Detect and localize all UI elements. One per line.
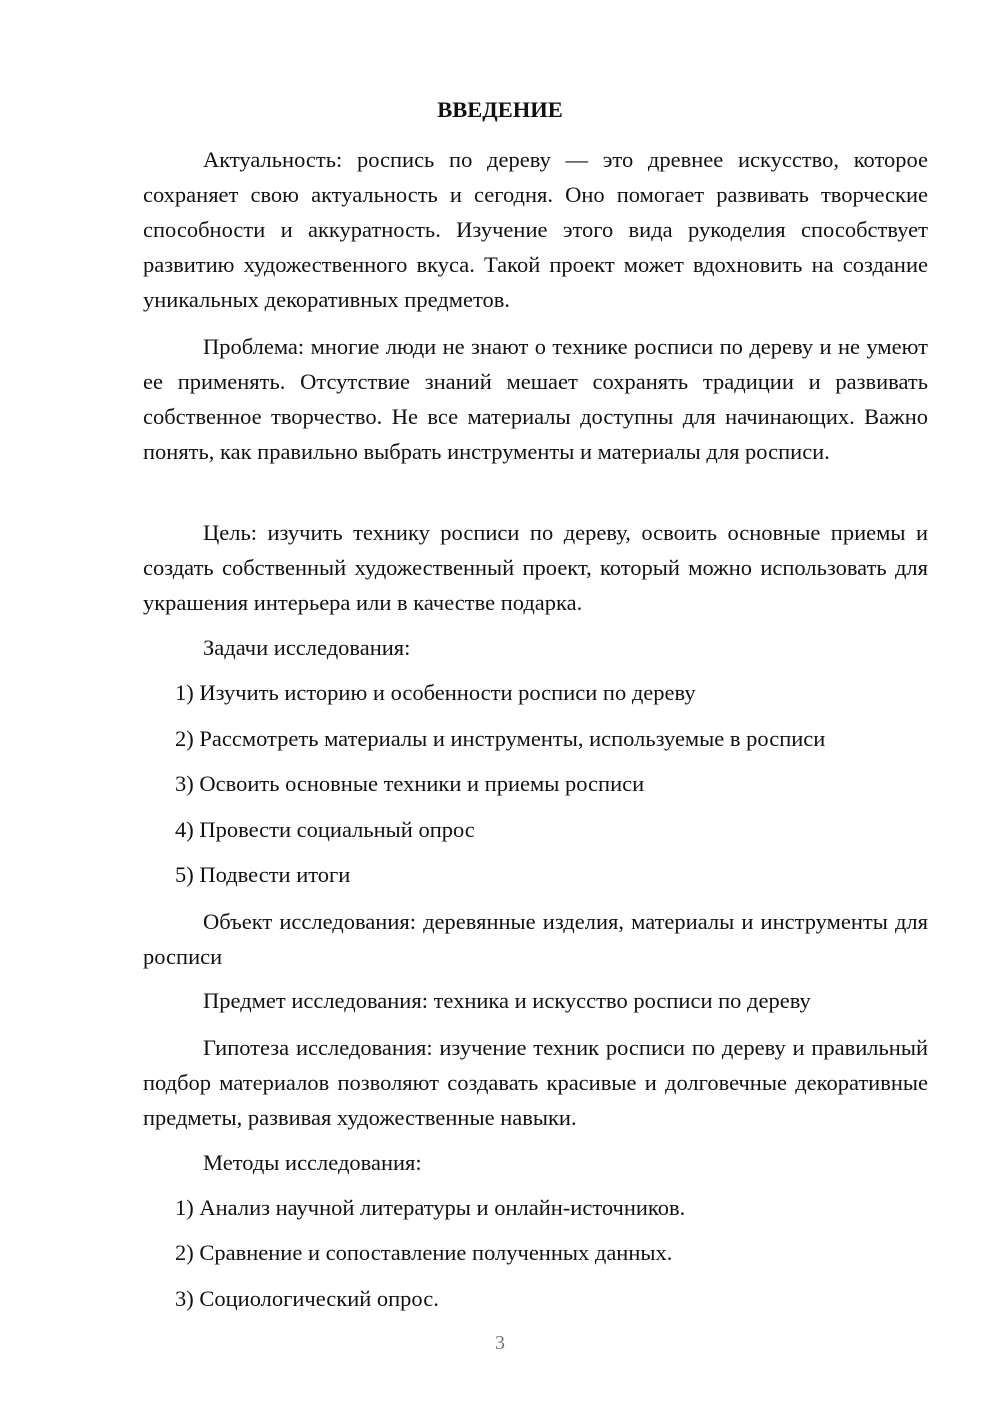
methods-heading: Методы исследования: [203, 1150, 422, 1175]
task-item: 2) Рассмотреть материалы и инструменты, используемые в росписи [175, 726, 826, 751]
problem-paragraph: Проблема: многие люди не знают о технике росписи по дереву и не умеют ее применять. Отсутствие знаний мешает сохранять традиции и развивать собственное творчество. Не все материалы доступны для начинающих. Важно понять, как правильно выбрать инструменты и материалы для росписи. [143, 334, 928, 464]
subject-paragraph: Предмет исследования: техника и искусство росписи по дереву [203, 988, 811, 1013]
page-number: 3 [495, 1332, 505, 1354]
task-item: 4) Провести социальный опрос [175, 817, 475, 842]
task-item: 3) Освоить основные техники и приемы росписи [175, 771, 645, 796]
object-paragraph: Объект исследования: деревянные изделия, материалы и инструменты для росписи [143, 909, 928, 969]
task-item: 5) Подвести итоги [175, 862, 351, 887]
page-title: ВВЕДЕНИЕ [437, 97, 563, 122]
goal-paragraph: Цель: изучить технику росписи по дереву, освоить основные приемы и создать собственный художественный проект, который можно использовать для украшения интерьера или в качестве подарка. [143, 520, 928, 615]
hypothesis-paragraph: Гипотеза исследования: изучение техник росписи по дереву и правильный подбор материалов позволяют создавать красивые и долговечные декоративные предметы, развивая художественные навыки. [143, 1035, 928, 1130]
tasks-heading: Задачи исследования: [203, 635, 411, 660]
method-item: 3) Социологический опрос. [175, 1286, 439, 1311]
relevance-paragraph: Актуальность: роспись по дереву — это древнее искусство, которое сохраняет свою актуальность и сегодня. Оно помогает развивать творческие способности и аккуратность. Изучение этого вида рукоделия способствует развитию художественного вкуса. Такой проект может вдохновить на создание уникальных декоративных предметов. [143, 147, 928, 312]
method-item: 1) Анализ научной литературы и онлайн-источников. [175, 1195, 686, 1220]
method-item: 2) Сравнение и сопоставление полученных данных. [175, 1240, 673, 1265]
task-item: 1) Изучить историю и особенности росписи по дереву [175, 680, 696, 705]
